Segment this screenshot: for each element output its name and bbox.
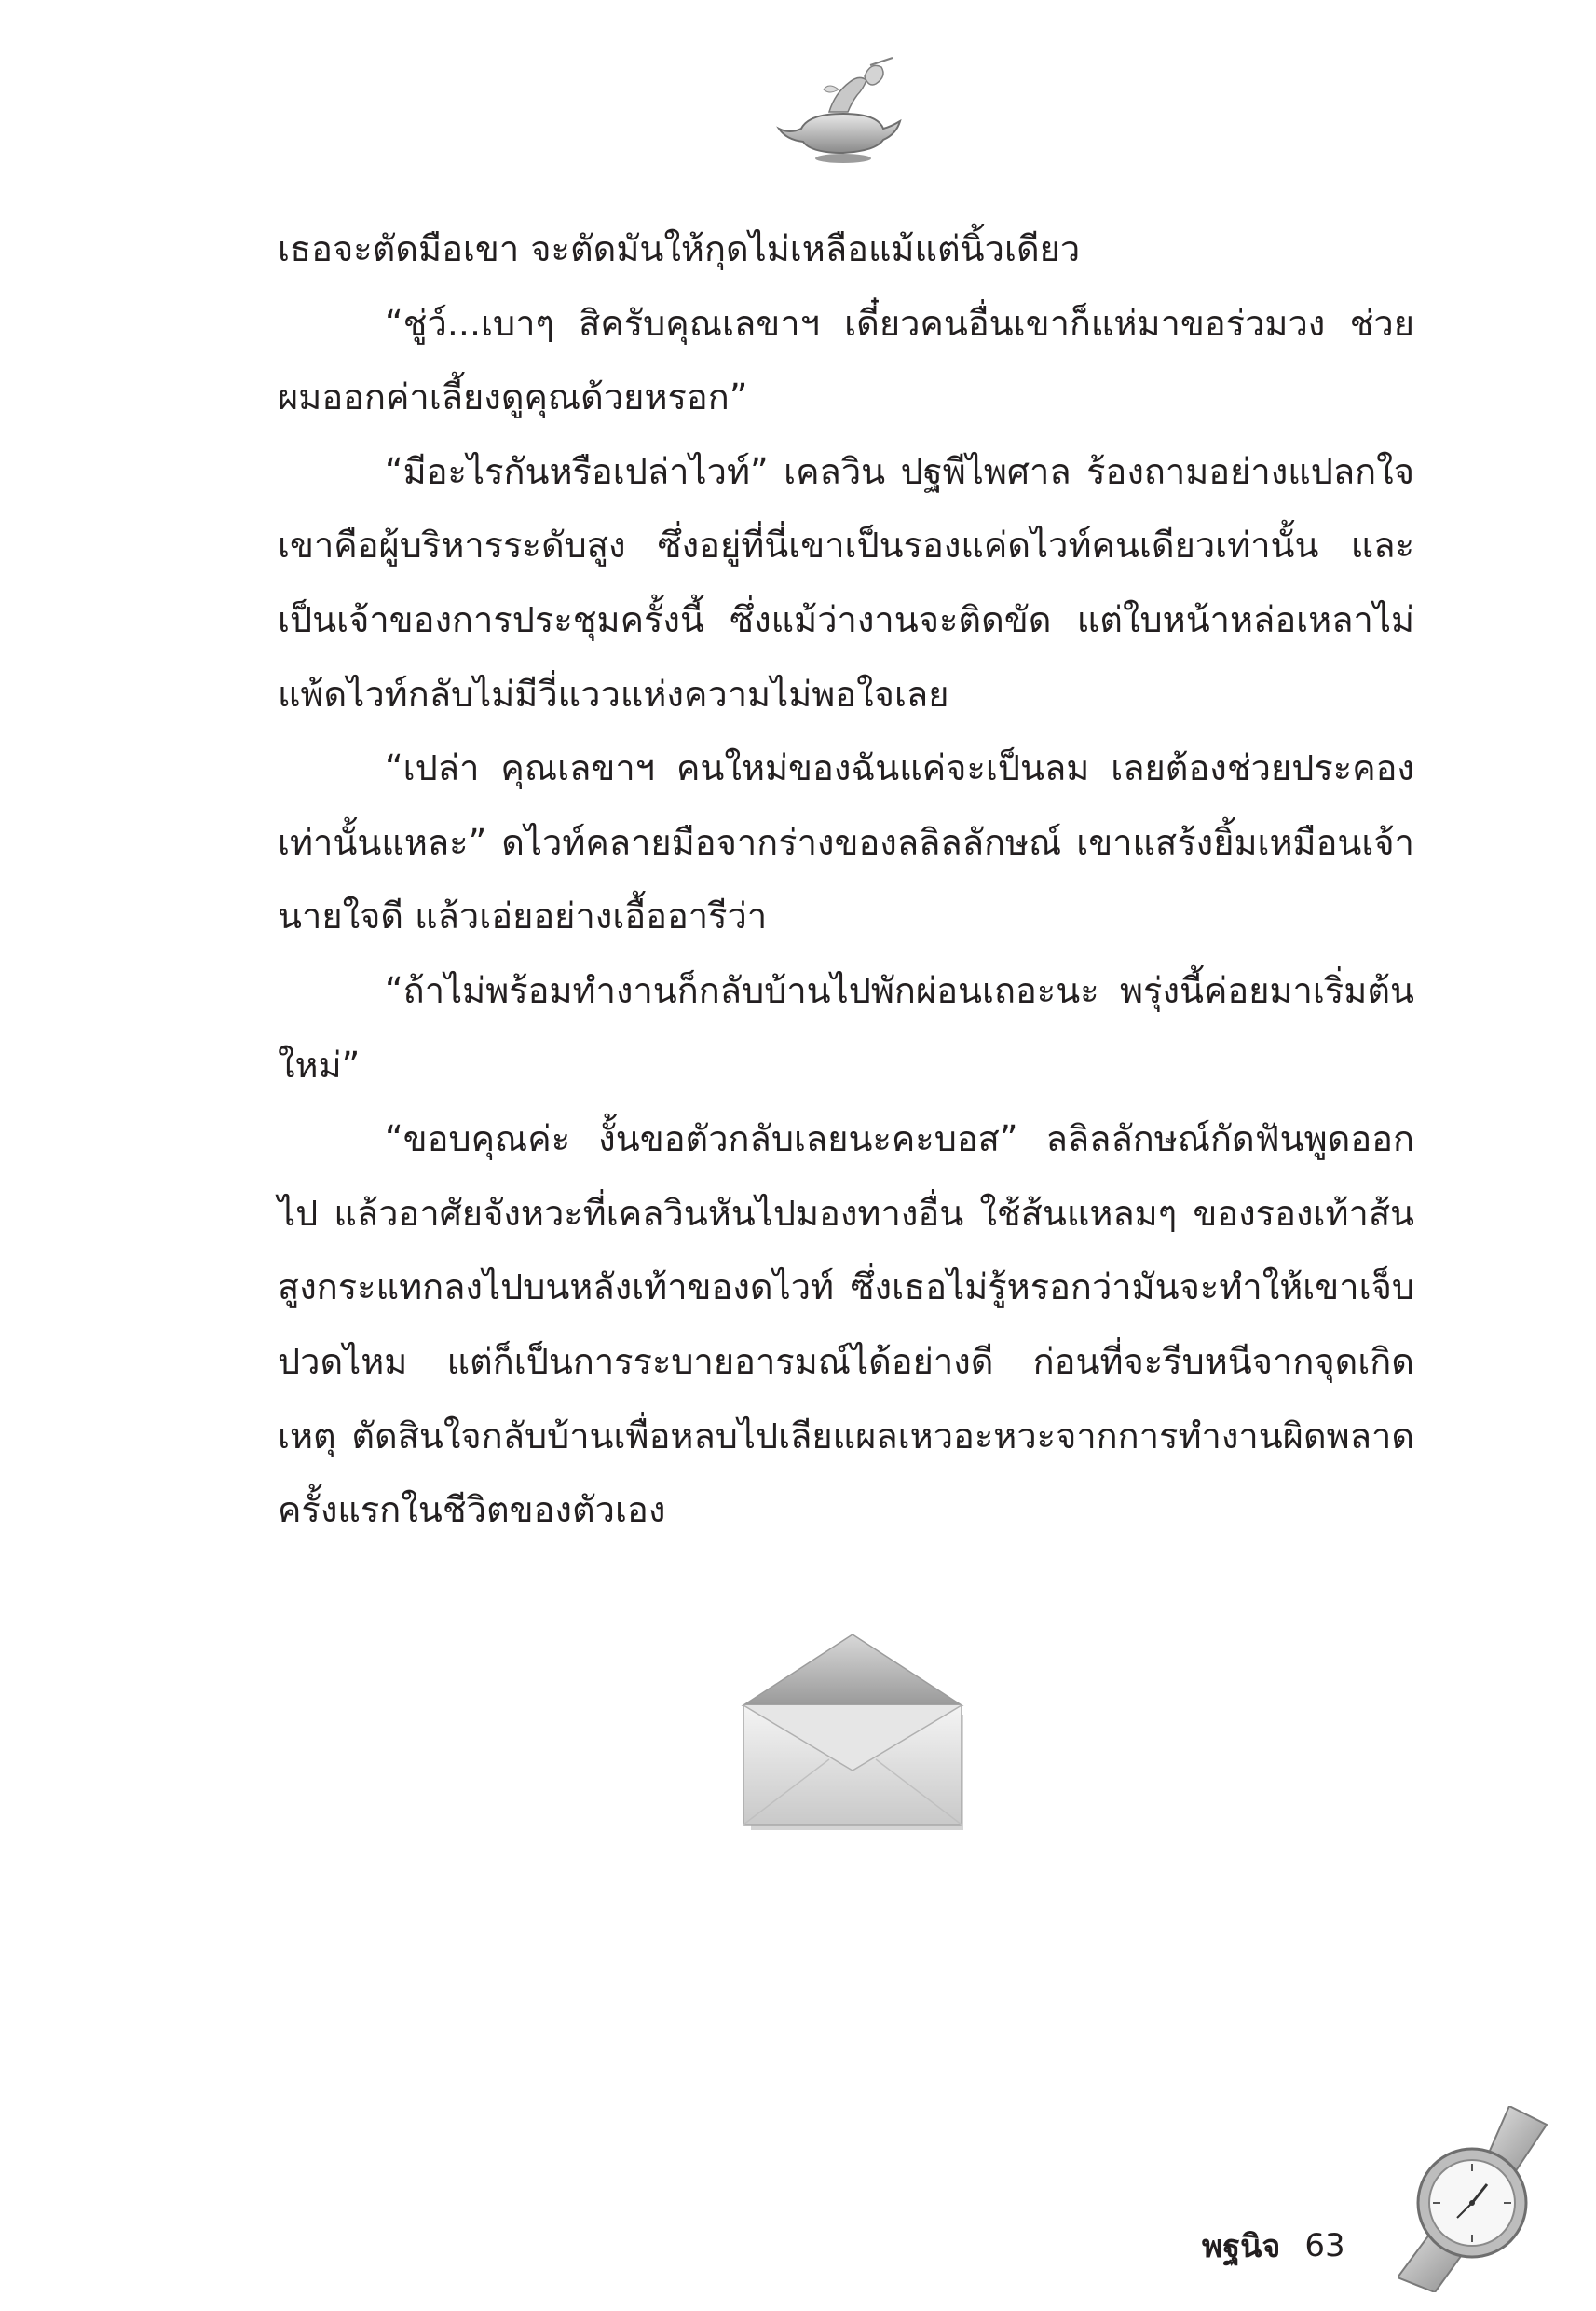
paragraph: เธอจะตัดมือเขา จะตัดมันให้กุดไม่เหลือแม้แต่นิ้วเดียว [278,228,1081,269]
page-footer [1202,2218,1345,2274]
paragraph: “ถ้าไม่พร้อมทำงานก็กลับบ้านไปพักผ่อนเถอะนะ พรุ่งนี้ค่อยมาเริ่มต้นใหม่” [278,969,1414,1086]
envelope-icon [736,1631,969,1836]
page-number: 63 [1304,2227,1345,2264]
body-text [278,212,1414,1548]
paragraph: “ขอบคุณค่ะ งั้นขอตัวกลับเลยนะคะบอส” ลลิลลักษณ์กัดฟันพูดออกไป แล้วอาศัยจังหวะที่เคลวินหันไปมองทางอื่น ใช้ส้นแหลมๆ ของรองเท้าส้นสูงกระแทกลงไปบนหลังเท้าของดไวท์ ซึ่งเธอไม่รู้หรอกว่ามันจะทำให้เขาเจ็บปวดไหม แต่ก็เป็นการระบายอารมณ์ได้อย่างดี ก่อนที่จะรีบหนีจากจุดเกิดเหตุ ตัดสินใจกลับบ้านเพื่อหลบไปเลียแผลเหวอะหวะจากการทำงานผิดพลาดครั้งแรกในชีวิตของตัวเอง [278,1118,1414,1531]
paragraph: “มีอะไรกันหรือเปล่าไวท์” เคลวิน ปฐพีไพศาล ร้องถามอย่างแปลกใจ เขาคือผู้บริหารระดับสูง ซึ่งอยู่ที่นี่เขาเป็นรองแค่ดไวท์คนเดียวเท่านั้น และเป็นเจ้าของการประชุมครั้งนี้ ซึ่งแม้ว่างานจะติดขัด แต่ใบหน้าหล่อเหลาไม่แพ้ดไวท์กลับไม่มีวี่แววแห่งความไม่พอใจเลย [278,450,1414,715]
paragraph: “ชู่ว์...เบาๆ สิครับคุณเลขาฯ เดี๋ยวคนอื่นเขาก็แห่มาขอร่วมวง ช่วยผมออกค่าเลี้ยงดูคุณด้วยหรอก” [278,302,1414,418]
wristwatch-icon [1398,2106,1565,2292]
genie-lamp-icon [773,56,913,168]
author-name: พฐนิจ [1202,2228,1281,2265]
paragraph: “เปล่า คุณเลขาฯ คนใหม่ของฉันแค่จะเป็นลม เลยต้องช่วยประคองเท่านั้นแหละ” ดไวท์คลายมือจากร่างของลลิลลักษณ์ เขาแสร้งยิ้มเหมือนเจ้านายใจดี แล้วเอ่ยอย่างเอื้ออารีว่า [278,747,1414,937]
